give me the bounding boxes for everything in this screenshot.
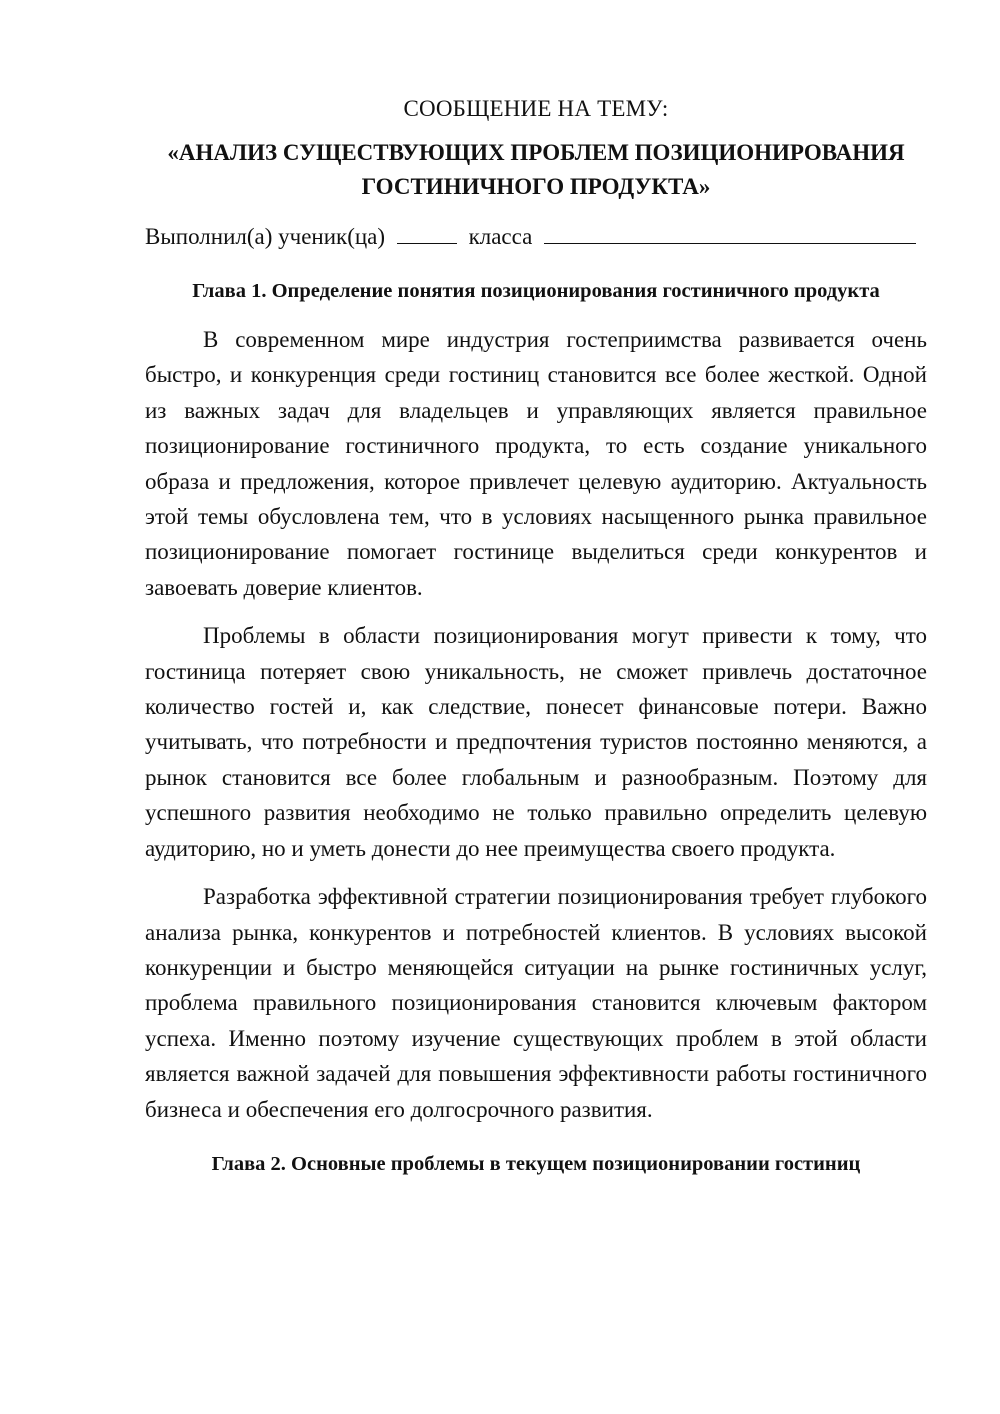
document-title bbox=[145, 136, 927, 204]
author-prefix: Выполнил(а) ученик(ца) bbox=[145, 224, 386, 249]
chapter-1-paragraph-1: В современном мире индустрия гостеприимства развивается очень быстро, и конкуренция среди гостиниц становится все более жесткой. Одной из важных задач для владельцев и управляющих является правильное позиционирование гостиничного продукта, то есть создание уникального образа и предложения, которое привлечет целевую аудиторию. Актуальность этой темы обусловлена тем, что в условиях насыщенного рынка правильное позиционирование помогает гостинице выделиться среди конкурентов и завоевать доверие клиентов. bbox=[145, 327, 927, 600]
grade-blank bbox=[397, 223, 457, 244]
chapter-1-paragraph-3: Разработка эффективной стратегии позиционирования требует глубокого анализа рынка, конкурентов и потребностей клиентов. В условиях высокой конкуренции и быстро меняющейся ситуации на рынке гостиничных услуг, проблема правильного позиционирования становится ключевым фактором успеха. Именно поэтому изучение существующих проблем в этой области является важной задачей для повышения эффективности работы гостиничного бизнеса и обеспечения его долгосрочного развития. bbox=[145, 884, 927, 1122]
chapter-1-heading: Глава 1. Определение понятия позиционирования гостиничного продукта bbox=[192, 280, 880, 302]
document-title-line-2: ГОСТИНИЧНОГО ПРОДУКТА» bbox=[361, 174, 711, 199]
author-line bbox=[145, 222, 927, 252]
chapter-2-heading: Глава 2. Основные проблемы в текущем позиционировании гостиниц bbox=[211, 1152, 861, 1175]
name-blank bbox=[544, 223, 916, 244]
chapter-1-paragraph-2: Проблемы в области позиционирования могут привести к тому, что гостиница потеряет свою уникальность, не сможет привлечь достаточное количество гостей и, как следствие, понесет финансовые потери. Важно учитывать, что потребности и предпочтения туристов постоянно меняются, а рынок становится все более глобальным и разнообразным. Поэтому для успешного развития необходимо не только правильно определить целевую аудиторию, но и уметь донести до нее преимущества своего продукта. bbox=[145, 623, 927, 861]
class-label: класса bbox=[468, 224, 533, 249]
document-title-line-1: «АНАЛИЗ СУЩЕСТВУЮЩИХ ПРОБЛЕМ ПОЗИЦИОНИРОВАНИЯ bbox=[167, 140, 905, 165]
document-label: СООБЩЕНИЕ НА ТЕМУ: bbox=[403, 96, 669, 121]
